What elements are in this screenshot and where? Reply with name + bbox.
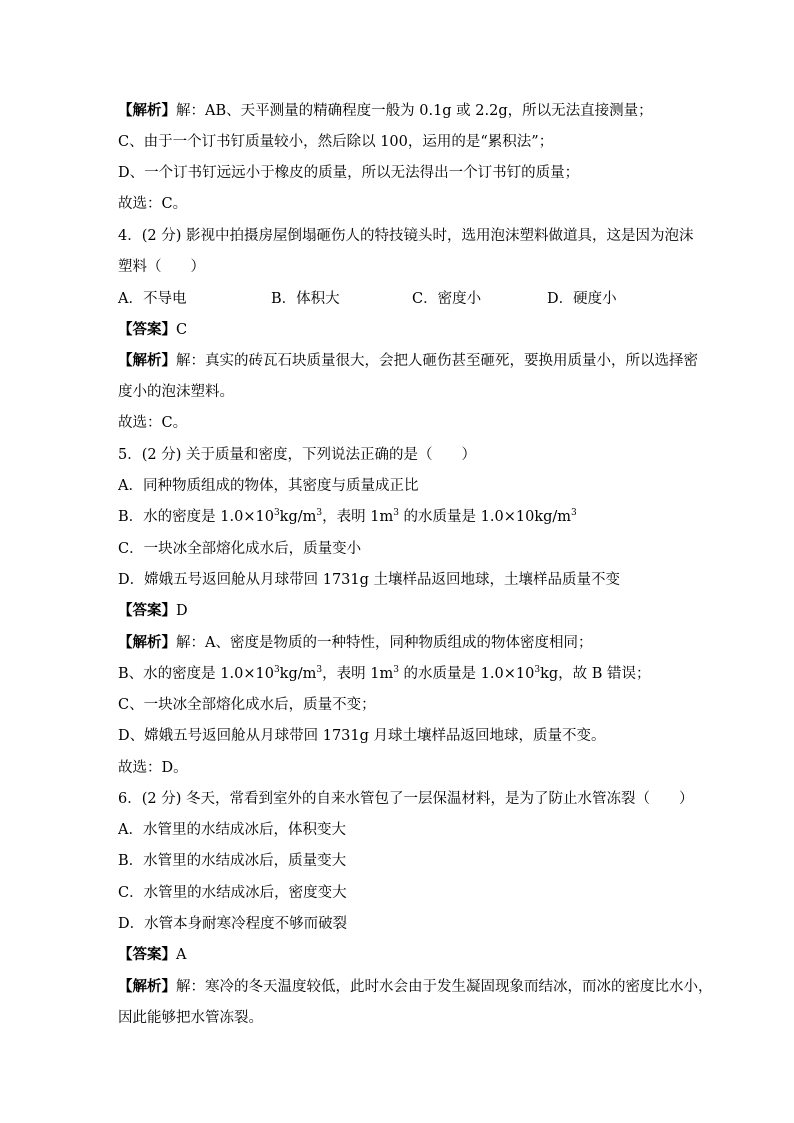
q4-option-d: D．硬度小 — [547, 291, 617, 307]
analysis-text: 解：真实的砖瓦石块质量很大，会把人砸伤甚至砸死，要换用质量小，所以选择密 — [176, 353, 698, 369]
analysis-tag: 【解析】 — [118, 634, 176, 651]
text-segment: kg/m — [279, 666, 317, 682]
answer-line — [118, 320, 187, 340]
question-5-stem: 5．(2 分) 关于质量和密度，下列说法正确的是（ ） — [118, 447, 476, 463]
analysis-text: 解：寒冷的冬天温度较低，此时水会由于发生凝固现象而结冰，而冰的密度比水小， — [176, 979, 713, 995]
analysis-text: 解：A、密度是物质的一种特性，同种物质组成的物体密度相同； — [176, 635, 593, 651]
text-segment: kg/m — [279, 509, 317, 525]
analysis-line — [118, 633, 592, 653]
analysis-line — [118, 101, 653, 121]
superscript: 3 — [273, 508, 280, 519]
superscript: 3 — [393, 508, 399, 519]
superscript: 3 — [316, 508, 323, 519]
text-segment: ，表明 1m — [322, 666, 394, 682]
answer-line — [118, 945, 186, 965]
superscript: 3 — [393, 665, 399, 676]
analysis-tag: 【解析】 — [118, 352, 176, 369]
answer-value: D — [176, 603, 188, 619]
text-line: C、由于一个订书钉质量较小，然后除以 100，运用的是“累积法”； — [118, 134, 554, 150]
text-segment: kg，故 B 错误； — [540, 666, 651, 682]
analysis-tag: 【解析】 — [118, 978, 176, 995]
answer-line — [118, 601, 188, 621]
text-segment: 的水质量是 1.0×10kg/m — [398, 509, 572, 525]
q6-option-a: A．水管里的水结成冰后，体积变大 — [118, 822, 346, 838]
answer-value: A — [176, 947, 187, 963]
q5-option-c: C．一块冰全部熔化成水后，质量变小 — [118, 541, 362, 557]
text-line: 故选：C。 — [118, 196, 188, 212]
analysis-line — [118, 351, 698, 371]
answer-value: C — [176, 322, 188, 338]
text-line: C、一块冰全部熔化成水后，质量不变； — [118, 697, 376, 713]
q5-option-b — [118, 507, 577, 527]
q6-option-c: C．水管里的水结成冰后，密度变大 — [118, 885, 347, 901]
text-line: 故选：C。 — [118, 415, 188, 431]
q6-option-b: B．水管里的水结成冰后，质量变大 — [118, 853, 347, 869]
q4-option-a: A．不导电 — [118, 291, 187, 307]
q6-option-d: D．水管本身耐寒冷程度不够而破裂 — [118, 916, 348, 932]
text-segment: ，表明 1m — [322, 509, 394, 525]
analysis-tag: 【解析】 — [118, 102, 176, 119]
analysis-text: 解：AB、天平测量的精确程度一般为 0.1g 或 2.2g，所以无法直接测量； — [176, 103, 653, 119]
question-4-stem: 4．(2 分) 影视中拍摄房屋倒塌砸伤人的特技镜头时，选用泡沫塑料做道具，这是因为泡沫 — [118, 228, 694, 244]
answer-tag: 【答案】 — [118, 321, 176, 338]
superscript: 3 — [316, 665, 323, 676]
analysis-line — [118, 977, 713, 997]
q5-option-a: A．同种物质组成的物体，其密度与质量成正比 — [118, 478, 419, 494]
text-segment: B、水的密度是 1.0×10 — [118, 666, 274, 682]
text-line: D、一个订书钉远远小于橡皮的质量，所以无法得出一个订书钉的质量； — [118, 165, 580, 181]
text-line: 度小的泡沫塑料。 — [118, 384, 234, 400]
question-4-stem-cont: 塑料（ ） — [118, 259, 205, 275]
superscript: 3 — [273, 665, 280, 676]
text-line — [118, 664, 651, 684]
superscript: 3 — [571, 508, 577, 519]
question-6-stem: 6．(2 分) 冬天，常看到室外的自来水管包了一层保温材料，是为了防止水管冻裂（ ） — [118, 791, 694, 807]
text-segment: B．水的密度是 1.0×10 — [118, 509, 274, 525]
answer-tag: 【答案】 — [118, 602, 176, 619]
superscript: 3 — [534, 665, 541, 676]
text-segment: 的水质量是 1.0×10 — [398, 666, 535, 682]
q4-option-c: C．密度小 — [412, 291, 482, 307]
q4-option-b: B．体积大 — [271, 291, 340, 307]
text-line: D、嫦娥五号返回舱从月球带回 1731g 月球土壤样品返回地球，质量不变。 — [118, 728, 606, 744]
text-line: 因此能够把水管冻裂。 — [118, 1010, 263, 1026]
text-line: 故选：D。 — [118, 760, 188, 776]
answer-tag: 【答案】 — [118, 946, 176, 963]
q5-option-d: D．嫦娥五号返回舱从月球带回 1731g 土壤样品返回地球，土壤样品质量不变 — [118, 572, 621, 588]
